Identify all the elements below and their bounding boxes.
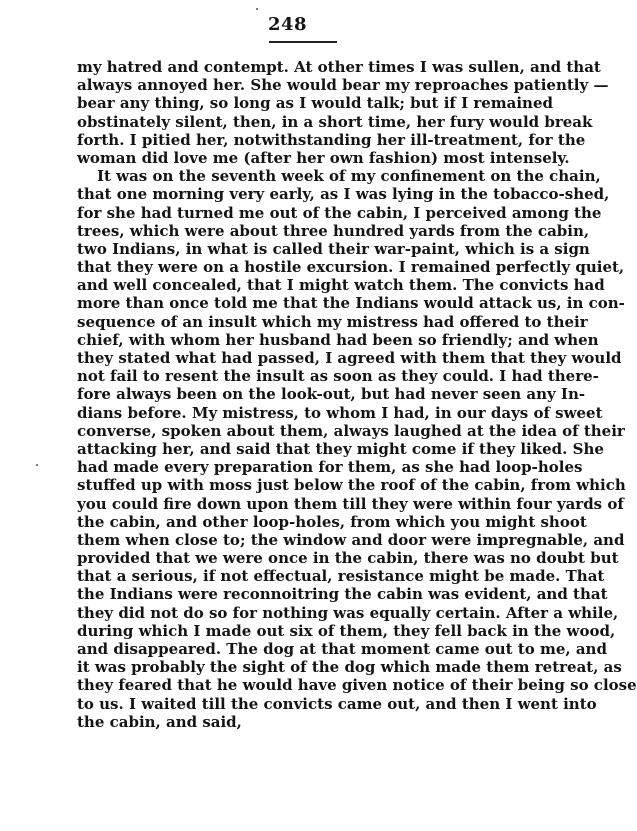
text-line: obstinately silent, then, in a short time, her fury would break (77, 112, 593, 131)
text-line: to us. I waited till the convicts came out, and then I went into (77, 694, 597, 713)
text-line: provided that we were once in the cabin, there was no doubt but (77, 549, 619, 568)
text-line: that a serious, if not effectual, resistance might be made. That (77, 567, 605, 586)
text-line: that they were on a hostile excursion. I remained perfectly quiet, (77, 258, 625, 277)
paragraph-start-line: It was on the seventh week of my confinement on the chain, (97, 167, 601, 186)
text-line: chief, with whom her husband had been so friendly; and when (77, 330, 599, 349)
text-line: sequence of an insult which my mistress had offered to their (77, 312, 588, 331)
text-line: them when close to; the window and door were impregnable, and (77, 530, 625, 549)
text-line: and well concealed, that I might watch them. The convicts had (77, 276, 605, 295)
text-line: that one morning very early, as I was lying in the tobacco-shed, (77, 185, 610, 204)
text-line: forth. I pitied her, notwithstanding her ill-treatment, for the (77, 130, 586, 149)
text-line: had made every preparation for them, as she had loop-holes (77, 458, 583, 477)
text-line: they feared that he would have given notice of their being so close (77, 676, 637, 695)
text-line: not fail to resent the insult as soon as they could. I had there- (77, 367, 599, 386)
text-line: dians before. My mistress, to whom I had, in our days of sweet (77, 403, 603, 422)
text-line: it was probably the sight of the dog which made them retreat, as (77, 658, 622, 677)
text-line: during which I made out six of them, they fell back in the wood, (77, 621, 616, 640)
text-line: my hatred and contempt. At other times I was sullen, and that (77, 58, 601, 76)
paper-speck (36, 464, 38, 466)
header-rule (269, 41, 337, 43)
text-line: fore always been on the look-out, but had never seen any In- (77, 385, 586, 404)
text-line: always annoyed her. She would bear my reproaches patiently — (77, 76, 609, 95)
paper-speck (256, 8, 258, 10)
text-line: you could fire down upon them till they were within four yards of (77, 494, 624, 513)
text-line: attacking her, and said that they might come if they liked. She (77, 439, 604, 458)
text-line: woman did love me (after her own fashion) most intensely. (77, 148, 570, 167)
text-line: more than once told me that the Indians would attack us, in con- (77, 294, 625, 313)
text-line: converse, spoken about them, always laughed at the idea of their (77, 421, 625, 440)
text-line: bear any thing, so long as I would talk; but if I remained (77, 94, 553, 113)
text-line: for she had turned me out of the cabin, I perceived among the (77, 203, 602, 222)
text-line: the cabin, and other loop-holes, from which you might shoot (77, 512, 587, 531)
text-line: two Indians, in what is called their war-paint, which is a sign (77, 239, 590, 258)
text-line: trees, which were about three hundred yards from the cabin, (77, 221, 590, 240)
text-line: and disappeared. The dog at that moment came out to me, and (77, 640, 607, 658)
page-number: 248 (267, 14, 308, 35)
text-line: they stated what had passed, I agreed with them that they would (77, 349, 622, 367)
text-line: the cabin, and said, (77, 712, 242, 731)
text-line: the Indians were reconnoitring the cabin was evident, and that (77, 585, 608, 604)
text-line: they did not do so for nothing was equally certain. After a while, (77, 603, 619, 622)
text-line: stuffed up with moss just below the roof of the cabin, from which (77, 476, 626, 495)
body-text (77, 58, 637, 731)
